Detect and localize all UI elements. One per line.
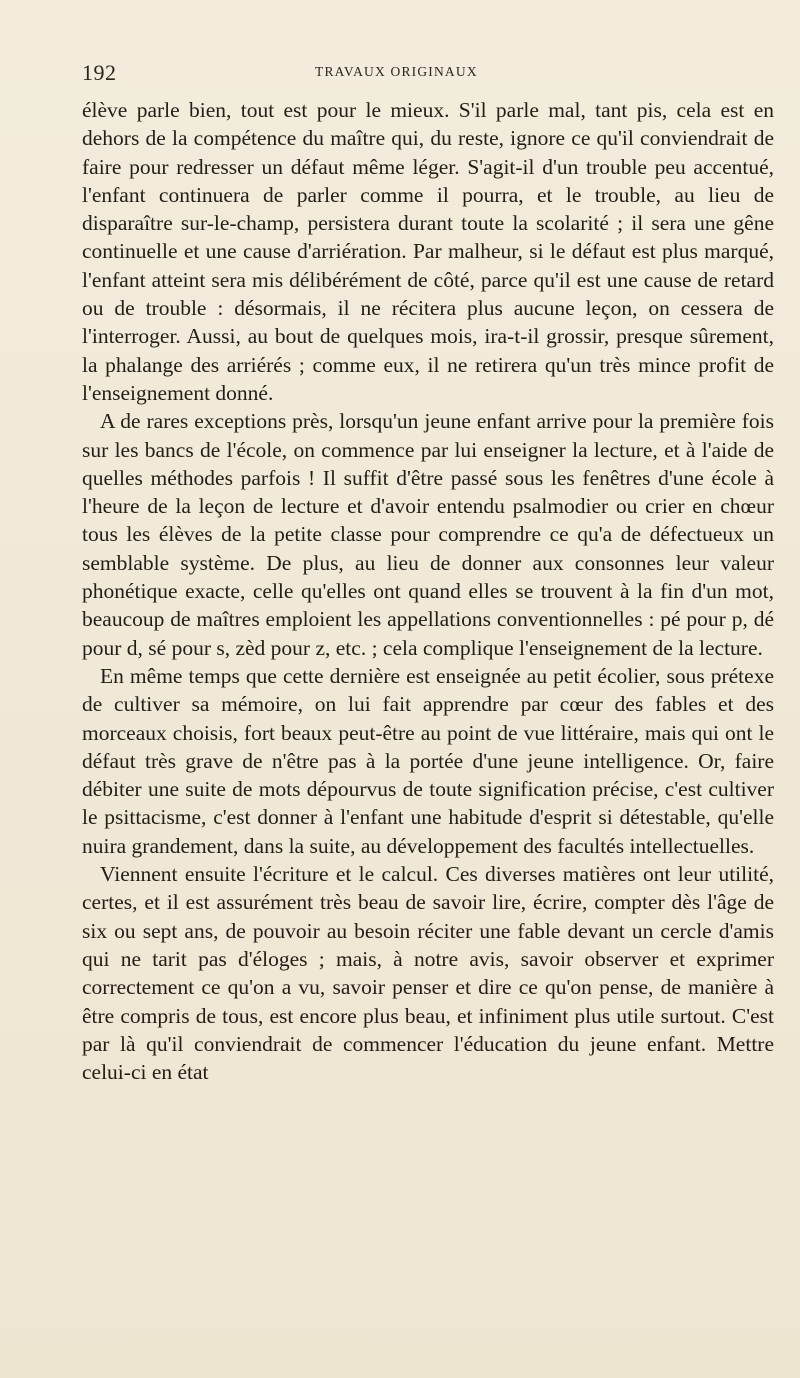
page-number: 192	[82, 60, 117, 85]
paragraph-1: élève parle bien, tout est pour le mieux. S'il parle mal, tant pis, cela est en dehors de la compétence du maître qui, du reste, ignore ce qu'il conviendrait de faire pour redresser un défaut même léger. S'agit-il d'un trouble peu accentué, l'enfant continuera de parler comme il pourra, et le trouble, au lieu de disparaître sur-le-champ, persistera durant toute la scolarité ; il sera une gêne continuelle et une cause d'arriération. Par malheur, si le défaut est plus marqué, l'enfant atteint sera mis délibérément de côté, parce qu'il est une cause de retard ou de trouble : désormais, il ne récitera plus aucune leçon, on cessera de l'interroger. Aussi, au bout de quelques mois, ira-t-il grossir, presque sûrement, la phalange des arriérés ; comme eux, il ne retirera qu'un très mince profit de l'enseignement donné.	[82, 98, 774, 405]
page-header	[82, 60, 772, 90]
running-head: TRAVAUX ORIGINAUX	[315, 64, 478, 79]
paragraph-4: Viennent ensuite l'écriture et le calcul. Ces diverses matières ont leur utilité, certes, et il est assurément très beau de savoir lire, écrire, compter dès l'âge de six ou sept ans, de pouvoir au besoin réciter une fable devant un cercle d'amis qui ne tarit pas d'éloges ; mais, à notre avis, savoir observer et exprimer correctement ce qu'on a vu, savoir penser et dire ce qu'on pense, de manière à être compris de tous, est encore plus beau, et infiniment plus utile surtout. C'est par là qu'il conviendrait de commencer l'éducation du jeune enfant. Mettre celui-ci en état	[82, 862, 774, 1085]
paragraph-3: En même temps que cette dernière est enseignée au petit écolier, sous prétexe de cultiver sa mémoire, on lui fait apprendre par cœur des fables et des morceaux choisis, fort beaux peut-être au point de vue littéraire, mais qui ont le défaut très grave de n'être pas à la portée d'une jeune intelligence. Or, faire débiter une suite de mots dépourvus de toute signification précise, c'est cultiver le psittacisme, c'est donner à l'enfant une habitude d'esprit si détestable, qu'elle nuira grandement, dans la suite, au développement des facultés intellectuelles.	[82, 663, 774, 858]
paragraph-2: A de rares exceptions près, lorsqu'un jeune enfant arrive pour la première fois sur les bancs de l'école, on commence par lui enseigner la lecture, et à l'aide de quelles méthodes parfois ! Il suffit d'être passé sous les fenêtres d'une école à l'heure de la leçon de lecture et d'avoir entendu psalmodier ou crier en chœur tous les élèves de la petite classe pour comprendre ce qu'a de défectueux un semblable système. De plus, au lieu de donner aux consonnes leur valeur phonétique exacte, celle qu'elles ont quand elles se trouvent à la fin d'un mot, beaucoup de maîtres emploient les appellations conventionnelles : pé pour p, dé pour d, sé pour s, zèd pour z, etc. ; cela complique l'enseignement de la lecture.	[82, 409, 774, 660]
body-text	[82, 96, 774, 1086]
